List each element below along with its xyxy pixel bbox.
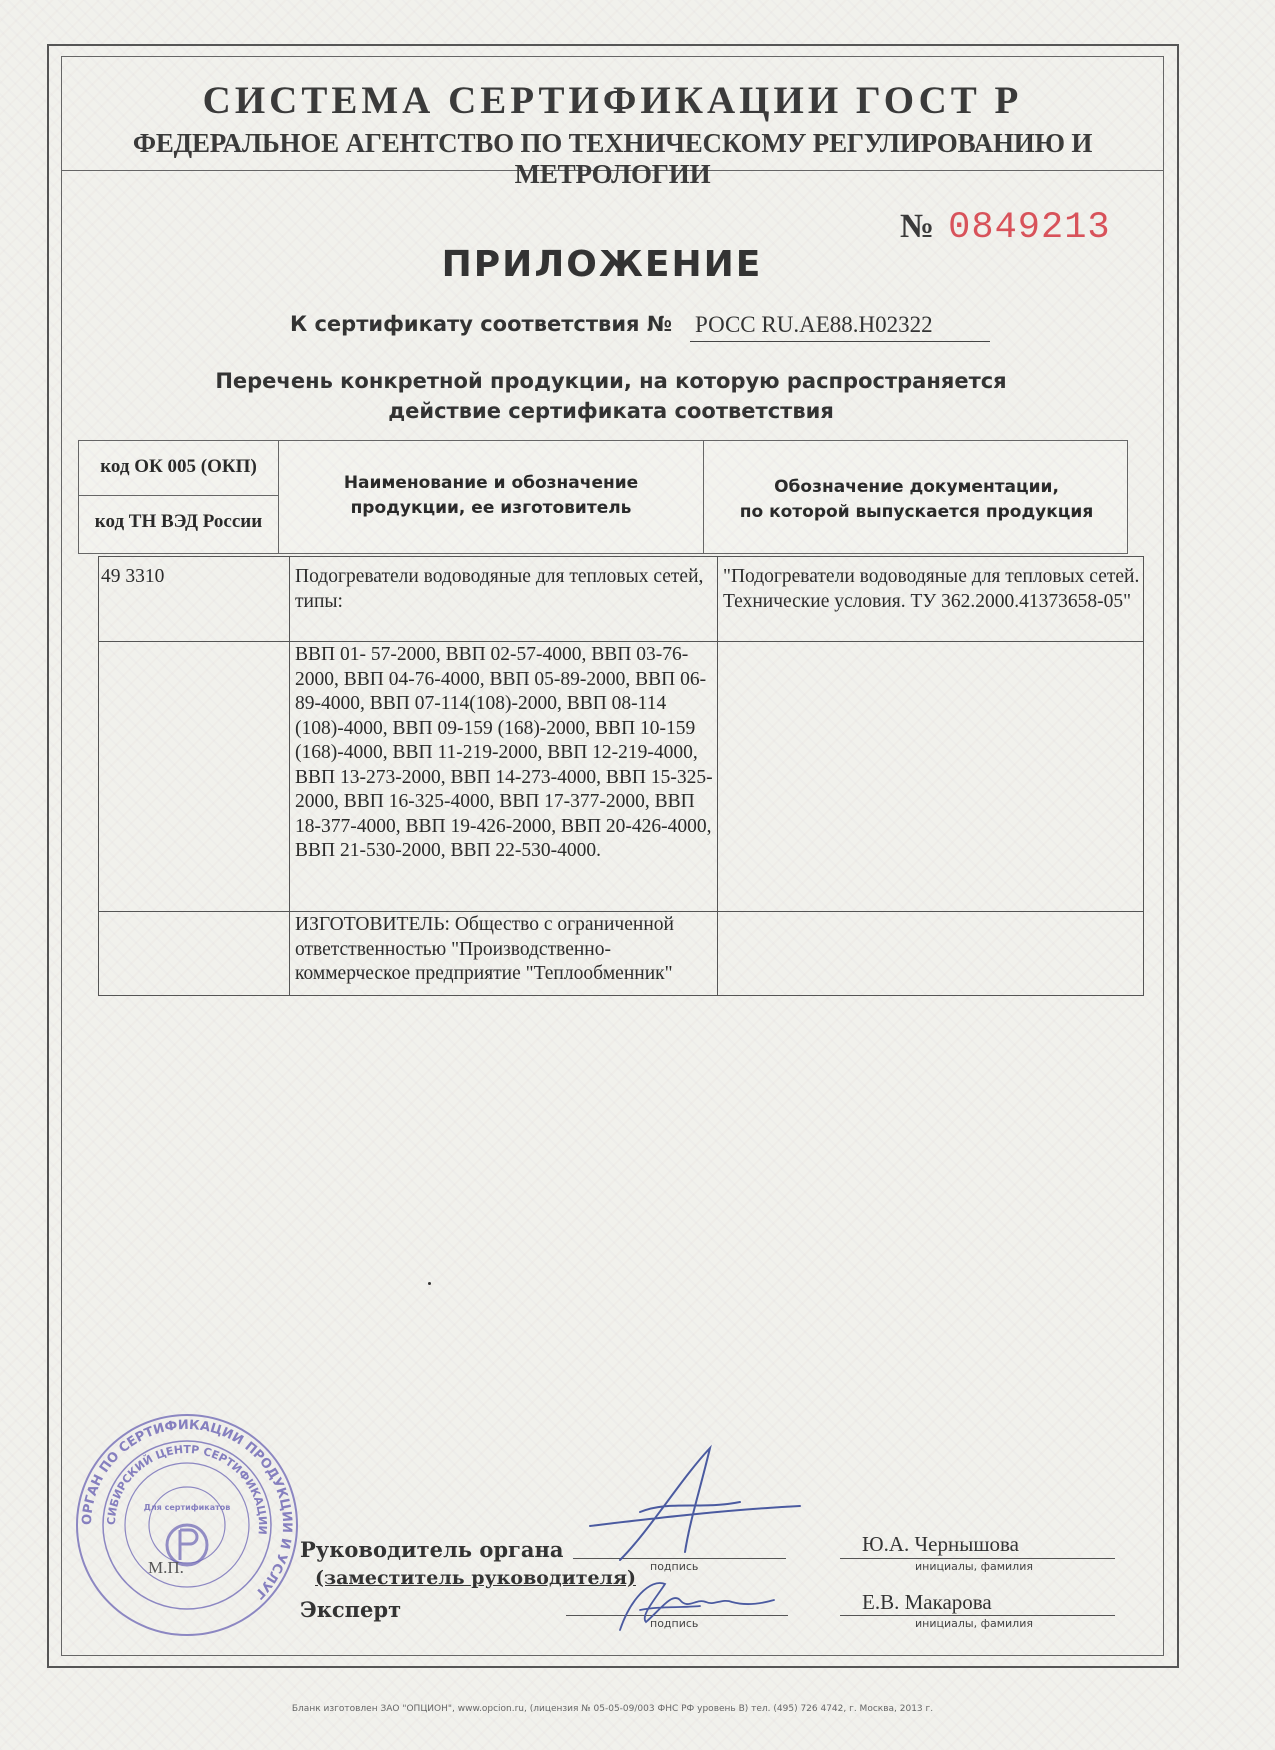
stamp-outer-text: ОРГАН ПО СЕРТИФИКАЦИИ ПРОДУКЦИИ И УСЛУГ	[79, 1417, 295, 1602]
agency-name: ФЕДЕРАЛЬНОЕ АГЕНТСТВО ПО ТЕХНИЧЕСКОМУ РЕГУЛИРОВАНИЮ И МЕТРОЛОГИИ	[132, 128, 1093, 189]
header-documentation	[704, 475, 1129, 525]
table-header	[78, 440, 1128, 554]
manufacturer: ИЗГОТОВИТЕЛЬ: Общество с ограниченной ответственностью "Производственно-коммерческое предприятие "Теплообменник"	[295, 914, 674, 984]
form-number	[900, 207, 1111, 249]
header-product-name	[279, 471, 703, 521]
product-documentation: "Подогреватели водоводяные для тепловых сетей. Технические условия. ТУ 362.2000.41373658-05"	[723, 566, 1140, 612]
header-doc-line2: по которой выпускается продукция	[739, 502, 1094, 522]
expert-name-caption: инициалы, фамилия	[915, 1617, 1033, 1630]
list-title-line2: действие сертификата соответствия	[388, 399, 834, 423]
head-label: Руководитель органа	[300, 1537, 564, 1562]
column-divider-2	[717, 557, 718, 995]
head-signature-caption: подпись	[650, 1560, 699, 1573]
appendix-title: ПРИЛОЖЕНИЕ	[441, 244, 763, 285]
list-title-line1: Перечень конкретной продукции, на которую распространяется	[215, 369, 1007, 393]
header-code-divider	[79, 495, 278, 496]
header-code-okp: код ОК 005 (ОКП)	[100, 456, 257, 477]
expert-name: Е.В. Макарова	[862, 1590, 992, 1614]
product-name: Подогреватели водоводяные для тепловых сетей, типы:	[295, 566, 704, 612]
row-divider-2	[99, 911, 1143, 912]
ink-dot	[428, 1282, 431, 1285]
certificate-ref-label: К сертификату соответствия №	[290, 312, 673, 336]
expert-signature-caption: подпись	[650, 1617, 699, 1630]
form-footer: Бланк изготовлен ЗАО "ОПЦИОН", www.opcion.ru, (лицензия № 05-05-09/003 ФНС РФ уровень В) тел. (495) 726 4742, г. Москва, 2013 г.	[291, 1704, 934, 1714]
certification-stamp	[72, 1410, 302, 1640]
system-title: СИСТЕМА СЕРТИФИКАЦИИ ГОСТ Р	[202, 79, 1023, 122]
stamp-inner-text: СИБИРСКИЙ ЦЕНТР СЕРТИФИКАЦИИ	[104, 1442, 270, 1536]
header-code-tnved: код ТН ВЭД России	[94, 511, 263, 532]
expert-name-line	[840, 1615, 1115, 1616]
seal-place: М.П.	[148, 1558, 184, 1577]
head-name: Ю.А. Чернышова	[862, 1532, 1019, 1556]
certificate-number: РОСС RU.АЕ88.Н02322	[695, 312, 933, 337]
certificate-underline	[690, 341, 990, 342]
products-table	[98, 556, 1144, 996]
stamp-center-text: Для сертификатов	[143, 1503, 231, 1512]
header-doc-line1: Обозначение документации,	[774, 477, 1059, 497]
head-signature	[580, 1440, 820, 1570]
header-product-line2: продукции, ее изготовитель	[350, 498, 632, 518]
number-sign: №	[900, 208, 935, 245]
list-title	[61, 366, 1275, 426]
product-code: 49 3310	[101, 566, 165, 587]
head-name-line	[840, 1558, 1115, 1559]
expert-signature	[610, 1570, 780, 1640]
deputy-label: (заместитель руководителя)	[315, 1567, 636, 1589]
header-product-line1: Наименование и обозначение	[343, 473, 639, 493]
product-types: ВВП 01- 57-2000, ВВП 02-57-4000, ВВП 03-76-2000, ВВП 04-76-4000, ВВП 05-89-2000, ВВП 06-89-4000, ВВП 07-114(108)-2000, ВВП 08-114 (108)-4000, ВВП 09-159 (168)-2000, ВВП 10-159 (168)-4000, ВВП 11-219-2000, ВВП 12-219-4000, ВВП 13-273-2000, ВВП 14-273-4000, ВВП 15-325-2000, ВВП 16-325-4000, ВВП 17-377-2000, ВВП 18-377-4000, ВВП 19-426-2000, ВВП 20-426-4000, ВВП 21-530-2000, ВВП 22-530-4000.	[295, 644, 713, 861]
form-number-value: 0849213	[948, 207, 1111, 249]
row-divider-1	[99, 641, 1143, 642]
head-name-caption: инициалы, фамилия	[915, 1560, 1033, 1573]
column-divider-1	[289, 557, 290, 995]
expert-label: Эксперт	[300, 1597, 402, 1622]
